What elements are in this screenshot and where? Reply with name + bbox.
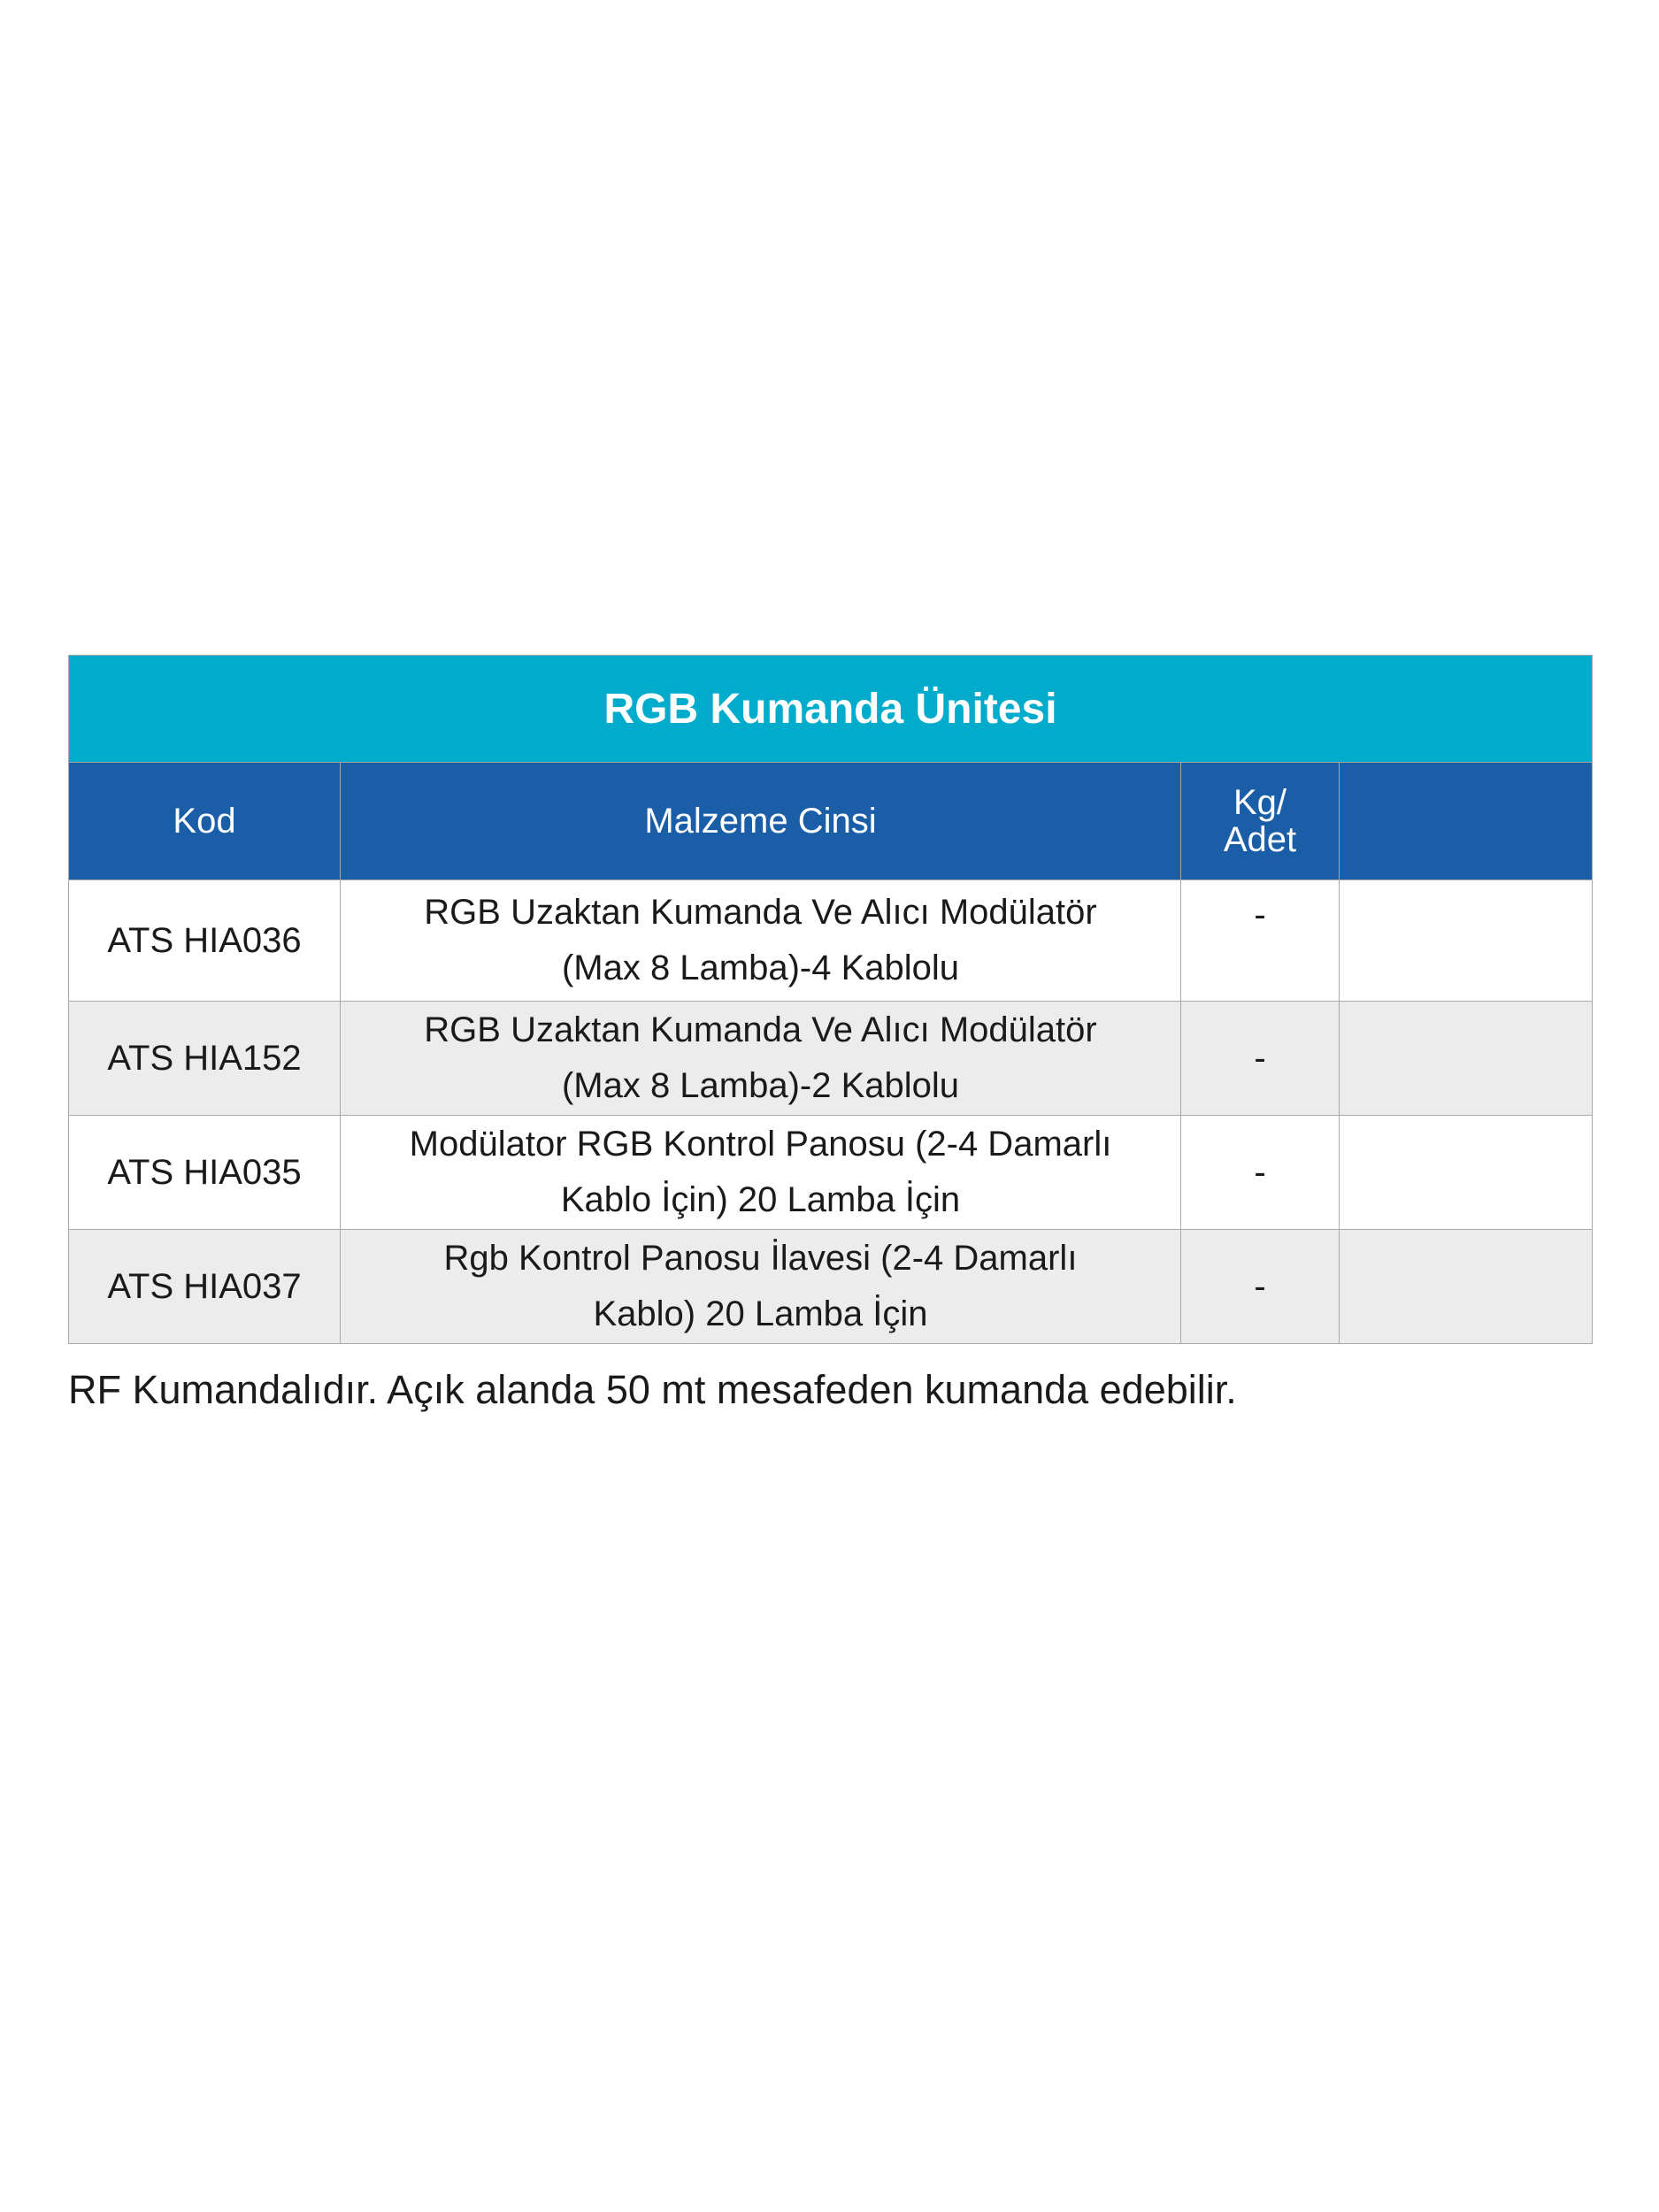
cell-name-line2: Kablo) 20 Lamba İçin	[593, 1294, 928, 1333]
cell-name-line1: RGB Uzaktan Kumanda Ve Alıcı Modülatör	[424, 893, 1097, 932]
cell-extra	[1340, 1116, 1593, 1230]
cell-malzeme-cinsi	[341, 1230, 1181, 1344]
table-row	[69, 880, 1593, 1002]
cell-name-line1: Modülator RGB Kontrol Panosu (2-4 Damarlı	[409, 1125, 1112, 1164]
table-title-row	[69, 656, 1593, 763]
product-table	[68, 655, 1593, 1344]
header-kg-line1: Kg/	[1233, 783, 1287, 822]
cell-name-line1: Rgb Kontrol Panosu İlavesi (2-4 Damarlı	[443, 1239, 1078, 1278]
cell-kod: ATS HIA037	[69, 1230, 341, 1344]
cell-name-line2: Kablo İçin) 20 Lamba İçin	[560, 1180, 961, 1219]
table-header-row	[69, 763, 1593, 880]
cell-name-line2: (Max 8 Lamba)-2 Kablolu	[561, 1066, 960, 1105]
header-kg-adet	[1181, 763, 1340, 880]
table-row	[69, 1002, 1593, 1116]
cell-kg-adet: -	[1181, 1230, 1340, 1344]
cell-kod: ATS HIA035	[69, 1116, 341, 1230]
cell-extra	[1340, 1002, 1593, 1116]
table-row	[69, 1230, 1593, 1344]
cell-kg-adet: -	[1181, 1002, 1340, 1116]
header-kg-line2: Adet	[1223, 820, 1297, 859]
cell-extra	[1340, 880, 1593, 1002]
cell-kod: ATS HIA152	[69, 1002, 341, 1116]
header-extra	[1340, 763, 1593, 880]
cell-malzeme-cinsi	[341, 1002, 1181, 1116]
table-title: RGB Kumanda Ünitesi	[69, 656, 1593, 763]
footnote-text: RF Kumandalıdır. Açık alanda 50 mt mesafeden kumanda edebilir.	[68, 1367, 1237, 1412]
cell-kg-adet: -	[1181, 1116, 1340, 1230]
cell-name-line1: RGB Uzaktan Kumanda Ve Alıcı Modülatör	[424, 1010, 1097, 1049]
header-kod: Kod	[69, 763, 341, 880]
cell-kod: ATS HIA036	[69, 880, 341, 1002]
cell-extra	[1340, 1230, 1593, 1344]
header-malzeme-cinsi: Malzeme Cinsi	[341, 763, 1181, 880]
cell-malzeme-cinsi	[341, 880, 1181, 1002]
cell-name-line2: (Max 8 Lamba)-4 Kablolu	[561, 949, 960, 987]
cell-kg-adet: -	[1181, 880, 1340, 1002]
cell-malzeme-cinsi	[341, 1116, 1181, 1230]
product-table-container	[68, 655, 1593, 1344]
table-row	[69, 1116, 1593, 1230]
